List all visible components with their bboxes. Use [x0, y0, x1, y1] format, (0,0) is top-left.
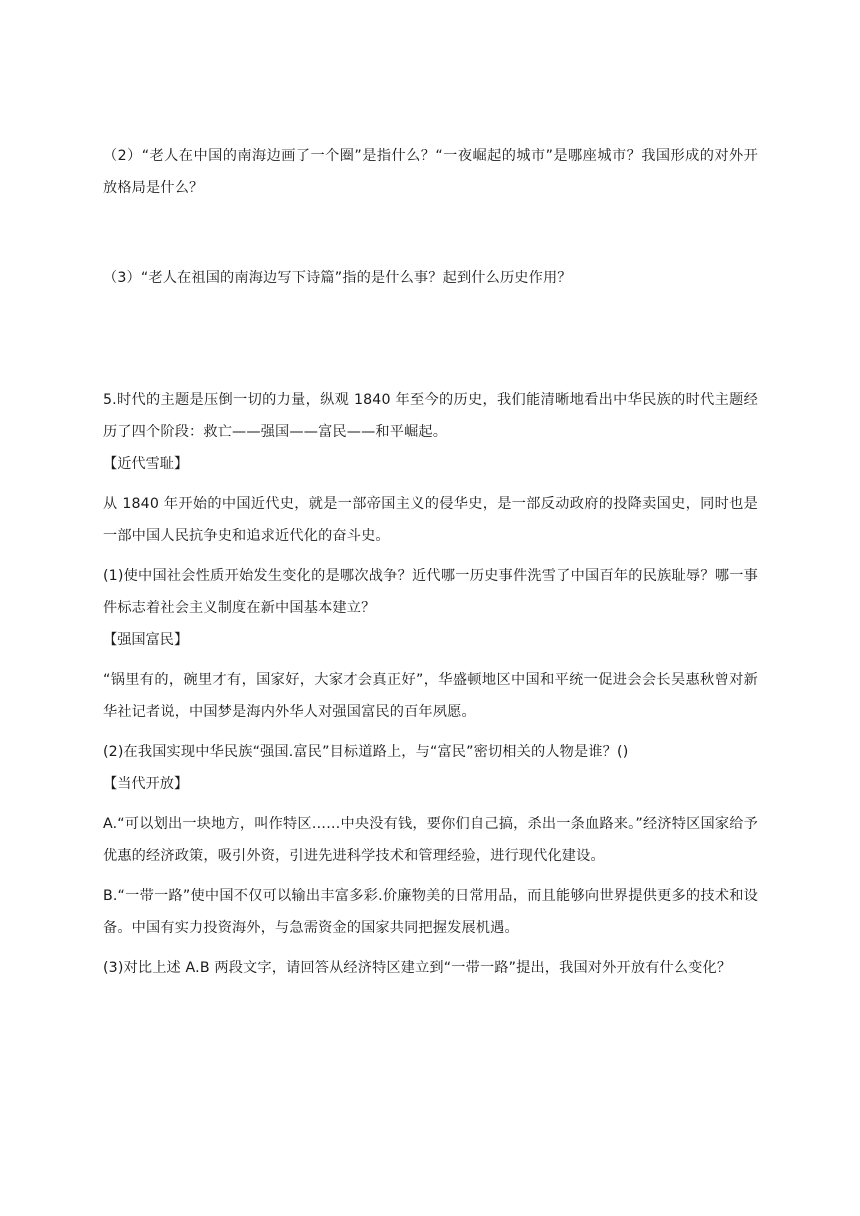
- section-strong-rich-text: “锅里有的，碗里才有，国家好，大家才会真正好”，华盛顿地区中国和平统一促进会会长吴惠秋曾对新华社记者说，中国梦是海内外华人对强国富民的百年夙愿。: [103, 672, 758, 720]
- section-opening-passage-a: A.“可以划出一块地方，叫作特区……中央没有钱，要你们自己搞，杀出一条血路来。”经济特区国家给予优惠的经济政策，吸引外资，引进先进科学技术和管理经验，进行现代化建设。: [103, 816, 758, 864]
- section-heading-contemporary-opening: 【当代开放】: [103, 776, 189, 792]
- section-modern-shame-text: 从 1840 年开始的中国近代史，就是一部帝国主义的侵华史，是一部反动政府的投降卖国史，同时也是一部中国人民抗争史和追求近代化的奋斗史。: [103, 496, 758, 544]
- section-modern-shame-question: (1)使中国社会性质开始发生变化的是哪次战争？近代哪一历史事件洗雪了中国百年的民族耻辱？哪一事件标志着社会主义制度在新中国基本建立？: [103, 568, 758, 616]
- section-opening-passage-b: B.“一带一路”使中国不仅可以输出丰富多彩.价廉物美的日常用品，而且能够向世界提供更多的技术和设备。中国有实力投资海外，与急需资金的国家共同把握发展机遇。: [103, 888, 758, 936]
- question-3: （3）“老人在祖国的南海边写下诗篇”指的是什么事？起到什么历史作用？: [103, 270, 572, 286]
- question-5-intro: 5.时代的主题是压倒一切的力量，纵观 1840 年至今的历史，我们能清晰地看出中华民族的时代主题经历了四个阶段：救亡——强国——富民——和平崛起。: [103, 392, 758, 440]
- section-heading-strong-rich: 【强国富民】: [103, 632, 189, 648]
- question-2: （2）“老人在中国的南海边画了一个圈”是指什么？“一夜崛起的城市”是哪座城市？我国形成的对外开放格局是什么？: [103, 148, 758, 196]
- section-strong-rich-question: (2)在我国实现中华民族“强国.富民”目标道路上，与“富民”密切相关的人物是谁？(): [103, 744, 629, 760]
- section-opening-question: (3)对比上述 A.B 两段文字，请回答从经济特区建立到“一带一路”提出，我国对外开放有什么变化？: [103, 960, 732, 976]
- section-heading-modern-shame: 【近代雪耻】: [103, 456, 189, 472]
- document-body: [103, 140, 758, 984]
